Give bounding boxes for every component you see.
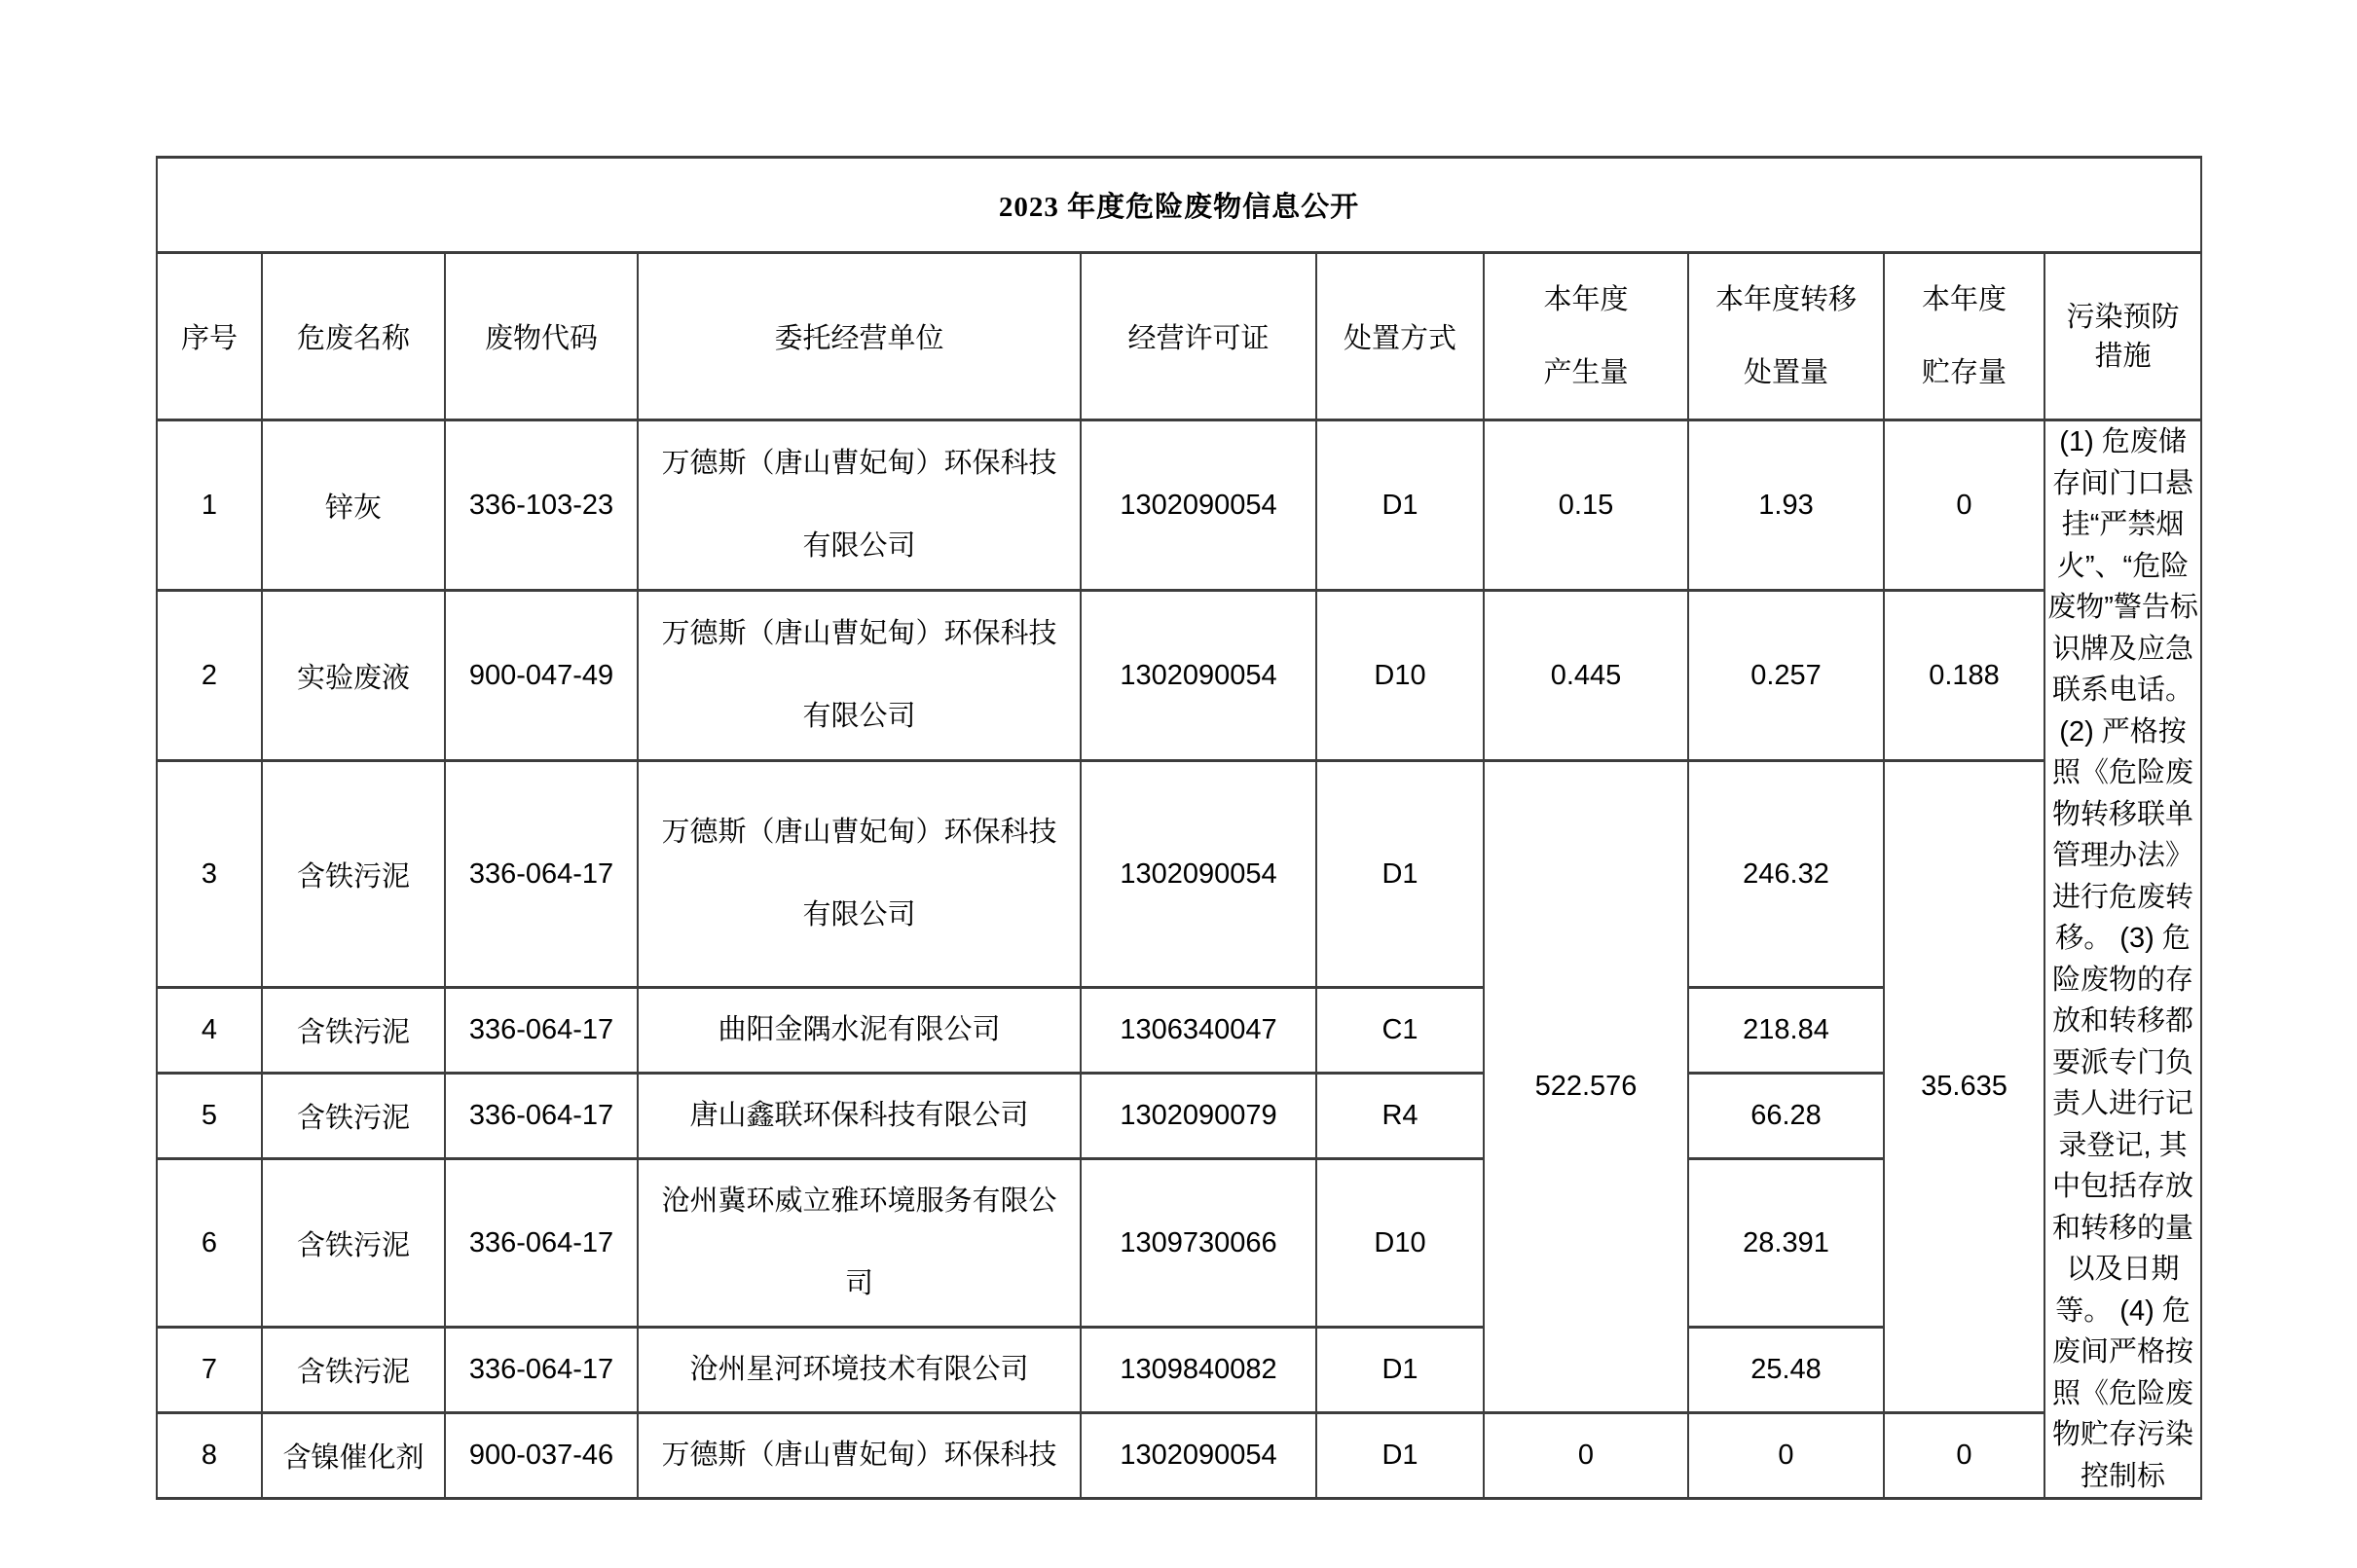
cell-seq: 8: [157, 1413, 262, 1499]
col-header-code: 废物代码: [445, 253, 638, 420]
cell-generated-merged: 522.576: [1484, 761, 1688, 1413]
cell-company: [638, 1159, 1081, 1328]
cell-stored: 0: [1884, 1413, 2044, 1499]
header-line: 本年度: [1921, 283, 2007, 315]
cell-seq: 1: [157, 420, 262, 591]
cell-method: D10: [1316, 591, 1484, 761]
cell-name: 锌灰: [262, 420, 445, 591]
cell-seq: 5: [157, 1074, 262, 1159]
table-row: [157, 1413, 2201, 1499]
cell-company: [638, 1074, 1081, 1159]
hazardous-waste-table: [156, 156, 2202, 1500]
cell-method: D1: [1316, 420, 1484, 591]
company-line: 沧州星河环境技术有限公司: [689, 1354, 1029, 1385]
col-header-prevention: [2044, 253, 2201, 420]
cell-method: D1: [1316, 1328, 1484, 1413]
cell-name: 含镍催化剂: [262, 1413, 445, 1499]
table-row: [157, 420, 2201, 591]
company-line: 万德斯（唐山曹妃甸）环保科技: [661, 448, 1057, 479]
cell-transferred: 28.391: [1688, 1159, 1884, 1328]
cell-stored: 0: [1884, 420, 2044, 591]
cell-code: 900-047-49: [445, 591, 638, 761]
col-header-stored: [1884, 253, 2044, 420]
cell-seq: 7: [157, 1328, 262, 1413]
cell-name: 含铁污泥: [262, 1074, 445, 1159]
cell-seq: 3: [157, 761, 262, 988]
cell-license: 1309840082: [1081, 1328, 1316, 1413]
cell-license: 1302090079: [1081, 1074, 1316, 1159]
col-header-license: 经营许可证: [1081, 253, 1316, 420]
col-header-seq: 序号: [157, 253, 262, 420]
col-header-company: 委托经营单位: [638, 253, 1081, 420]
header-line: 本年度: [1543, 283, 1629, 315]
cell-code: 336-103-23: [445, 420, 638, 591]
cell-transferred: 246.32: [1688, 761, 1884, 988]
cell-method: R4: [1316, 1074, 1484, 1159]
header-line: 污染预防: [2066, 301, 2180, 333]
cell-name: 含铁污泥: [262, 1328, 445, 1413]
company-line: 司: [844, 1268, 873, 1299]
cell-generated: 0: [1484, 1413, 1688, 1499]
company-line: 有限公司: [802, 701, 916, 732]
cell-name: 含铁污泥: [262, 761, 445, 988]
cell-transferred: 0.257: [1688, 591, 1884, 761]
company-line: 万德斯（唐山曹妃甸）环保科技: [661, 817, 1057, 848]
header-line: 贮存量: [1921, 356, 2007, 388]
company-line: 万德斯（唐山曹妃甸）环保科技: [661, 618, 1057, 649]
company-line: 有限公司: [802, 899, 916, 930]
cell-name: 含铁污泥: [262, 988, 445, 1074]
cell-company: [638, 988, 1081, 1074]
cell-code: 336-064-17: [445, 988, 638, 1074]
header-line: 措施: [2094, 340, 2152, 372]
col-header-transferred: [1688, 253, 1884, 420]
cell-code: 336-064-17: [445, 1328, 638, 1413]
cell-transferred: 25.48: [1688, 1328, 1884, 1413]
header-row: [157, 253, 2201, 420]
company-line: 沧州冀环威立雅环境服务有限公: [661, 1185, 1057, 1217]
company-line: 万德斯（唐山曹妃甸）环保科技: [661, 1440, 1057, 1471]
cell-transferred: 66.28: [1688, 1074, 1884, 1159]
col-header-generated: [1484, 253, 1688, 420]
cell-code: 900-037-46: [445, 1413, 638, 1499]
cell-company: [638, 420, 1081, 591]
page-title: 2023 年度危险废物信息公开: [157, 158, 2201, 253]
cell-transferred: 218.84: [1688, 988, 1884, 1074]
cell-method: D1: [1316, 761, 1484, 988]
cell-seq: 4: [157, 988, 262, 1074]
col-header-method: 处置方式: [1316, 253, 1484, 420]
cell-license: 1302090054: [1081, 1413, 1316, 1499]
cell-code: 336-064-17: [445, 1074, 638, 1159]
cell-name: 实验废液: [262, 591, 445, 761]
cell-company: [638, 1413, 1081, 1499]
cell-license: 1302090054: [1081, 761, 1316, 988]
cell-license: 1306340047: [1081, 988, 1316, 1074]
header-line: 本年度转移: [1714, 283, 1857, 315]
cell-license: 1309730066: [1081, 1159, 1316, 1328]
cell-license: 1302090054: [1081, 591, 1316, 761]
cell-generated: 0.445: [1484, 591, 1688, 761]
table-row: [157, 761, 2201, 988]
cell-method: C1: [1316, 988, 1484, 1074]
header-line: 处置量: [1743, 356, 1828, 388]
cell-stored-merged: 35.635: [1884, 761, 2044, 1413]
cell-generated: 0.15: [1484, 420, 1688, 591]
company-line: 有限公司: [802, 530, 916, 562]
cell-company: [638, 1328, 1081, 1413]
cell-transferred: 0: [1688, 1413, 1884, 1499]
cell-name: 含铁污泥: [262, 1159, 445, 1328]
header-line: 产生量: [1543, 356, 1629, 388]
company-line: 唐山鑫联环保科技有限公司: [689, 1100, 1029, 1131]
cell-prevention-measures: (1) 危废储存间门口悬挂“严禁烟火”、“危险废物”警告标识牌及应急联系电话。(2) 严格按照《危险废物转移联单管理办法》进行危废转移。 (3) 危险废物的存放和转移都要派专门负责人进行记录登记, 其中包括存放和转移的量以及日期等。 (4) 危废间严格按照《危险废物贮存污染控制标: [2044, 420, 2201, 1499]
cell-code: 336-064-17: [445, 1159, 638, 1328]
title-row: [157, 158, 2201, 253]
cell-transferred: 1.93: [1688, 420, 1884, 591]
cell-company: [638, 591, 1081, 761]
cell-company: [638, 761, 1081, 988]
cell-method: D10: [1316, 1159, 1484, 1328]
cell-license: 1302090054: [1081, 420, 1316, 591]
cell-seq: 2: [157, 591, 262, 761]
table-row: [157, 591, 2201, 761]
cell-stored: 0.188: [1884, 591, 2044, 761]
cell-method: D1: [1316, 1413, 1484, 1499]
cell-seq: 6: [157, 1159, 262, 1328]
cell-code: 336-064-17: [445, 761, 638, 988]
company-line: 曲阳金隅水泥有限公司: [718, 1014, 1001, 1045]
col-header-name: 危废名称: [262, 253, 445, 420]
